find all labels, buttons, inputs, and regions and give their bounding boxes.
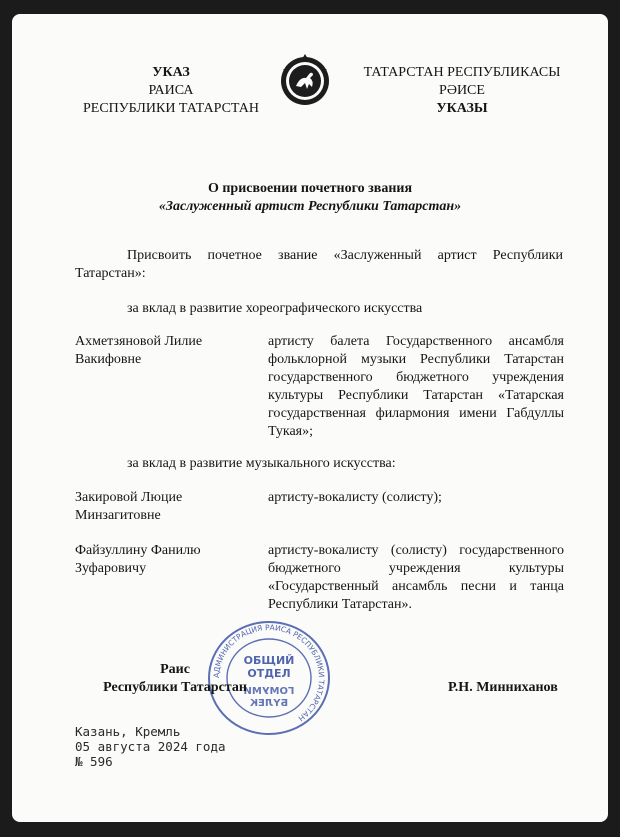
header-left-line2: РАИСА: [148, 83, 194, 98]
stamp-line1: ОБЩИЙ: [243, 654, 295, 667]
footer-number: № 596: [75, 754, 113, 769]
signatory-title: [75, 661, 275, 697]
signatory-title-line1: Раис: [160, 662, 190, 677]
header-left-line3: РЕСПУБЛИКИ ТАТАРСТАН: [82, 101, 259, 116]
person-name: Ахметзяновой Лилие Вакифовне: [75, 334, 203, 367]
signatory-title-line2: Республики Татарстан: [103, 680, 247, 695]
header-right-line2: РӘИСЕ: [439, 83, 485, 98]
header-left: [60, 64, 282, 118]
header-right-line3: УКАЗЫ: [436, 101, 488, 116]
title-line1: О присвоении почетного звания: [207, 181, 413, 196]
header-right-line1: ТАТАРСТАН РЕСПУБЛИКАСЫ: [363, 65, 561, 80]
tatarstan-emblem-icon: [278, 50, 332, 110]
footer-place: Казань, Кремль: [75, 724, 181, 739]
person-position: артисту балета Государственного ансамбля фольклорной музыки Республики Татарстан государственного бюджетного учреждения культуры Республики Татарстан «Татарская государственная филармония имени Габдуллы Тукая»;: [268, 334, 564, 439]
person-position: артисту-вокалисту (солисту) государственного бюджетного учреждения культуры «Государственный ансамбль песни и танца Республики Татарстан».: [268, 543, 564, 612]
header-right: [342, 64, 582, 118]
section-music: за вклад в развитие музыкального искусства:: [127, 456, 396, 471]
signatory-name: Р.Н. Минниханов: [448, 680, 558, 695]
intro-paragraph: Присвоить почетное звание «Заслуженный артист Республики Татарстан»:: [75, 248, 563, 281]
stamp-ring-text: АДМИНИСТРАЦИЯ РАИСА РЕСПУБЛИКИ ТАТАРСТАН: [211, 622, 327, 723]
document-page: [12, 14, 608, 822]
stamp-line2: ОТДЕЛ: [247, 667, 291, 680]
stamp-line3: ГОМУМИ: [243, 686, 295, 697]
person-name: Закировой Люцие Минзагитовне: [75, 490, 183, 523]
decree-footer: [75, 724, 226, 769]
section-choreography: за вклад в развитие хореографического искусства: [127, 301, 423, 316]
footer-date: 05 августа 2024 года: [75, 739, 226, 754]
title-line2: «Заслуженный артист Республики Татарстан»: [158, 199, 462, 214]
header-left-line1: УКАЗ: [152, 65, 190, 80]
person-position: артисту-вокалисту (солисту);: [268, 490, 442, 505]
decree-title: [12, 180, 608, 216]
person-name: Файзуллину Фанилю Зуфаровичу: [75, 543, 201, 576]
stamp-line4: БҮЛЕК: [249, 698, 289, 709]
